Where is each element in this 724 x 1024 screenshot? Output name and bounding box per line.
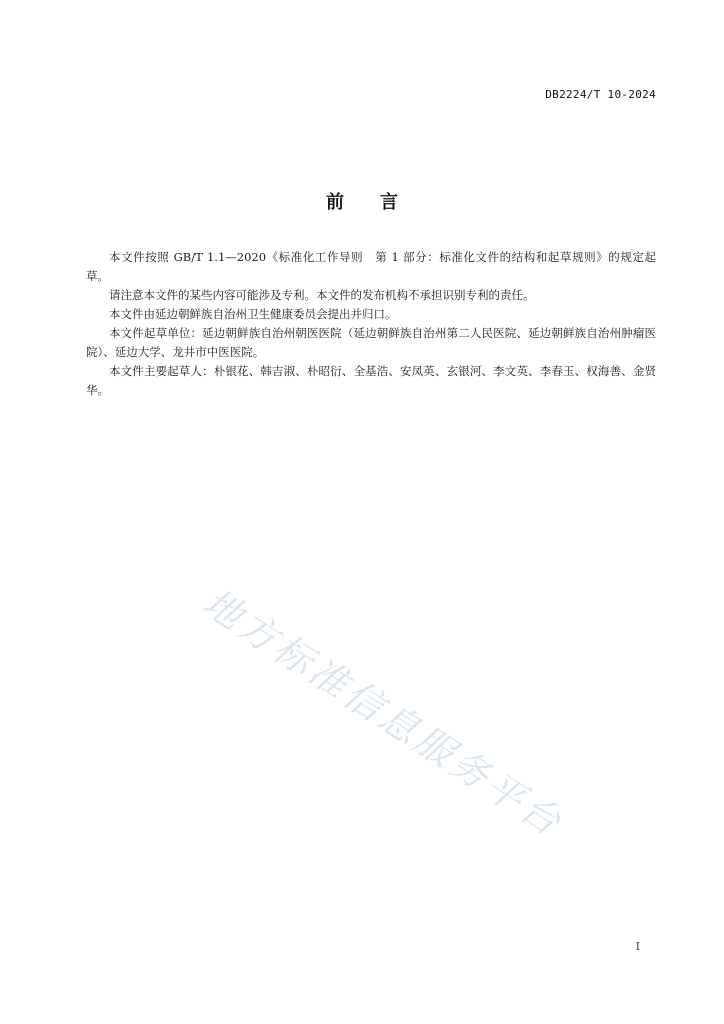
paragraph-drafters: 本文件主要起草人：朴银花、韩吉淑、朴昭衍、全基浩、安凤英、玄银河、李文英、李春玉、权海善、金贤华。: [86, 364, 656, 397]
paragraph-proposer: 本文件由延边朝鲜族自治州卫生健康委员会提出并归口。: [109, 307, 397, 321]
document-code: DB2224/T 10-2024: [545, 88, 656, 101]
paragraph-drafting-units: 本文件起草单位：延边朝鲜族自治州朝医医院（延边朝鲜族自治州第二人民医院、延边朝鲜族自治州肿瘤医院）、延边大学、龙井市中医医院。: [86, 326, 656, 359]
paragraph-drafting-rules: 本文件按照 GB/T 1.1—2020《标准化工作导则 第 1 部分：标准化文件的结构和起草规则》的规定起草。: [86, 250, 656, 283]
watermark: 地方标准信息服务平台: [194, 580, 572, 846]
paragraph-patent-notice: 请注意本文件的某些内容可能涉及专利。本文件的发布机构不承担识别专利的责任。: [109, 288, 535, 302]
page-number: I: [635, 940, 640, 953]
document-body: [86, 248, 656, 400]
section-title: 前言: [326, 192, 434, 213]
